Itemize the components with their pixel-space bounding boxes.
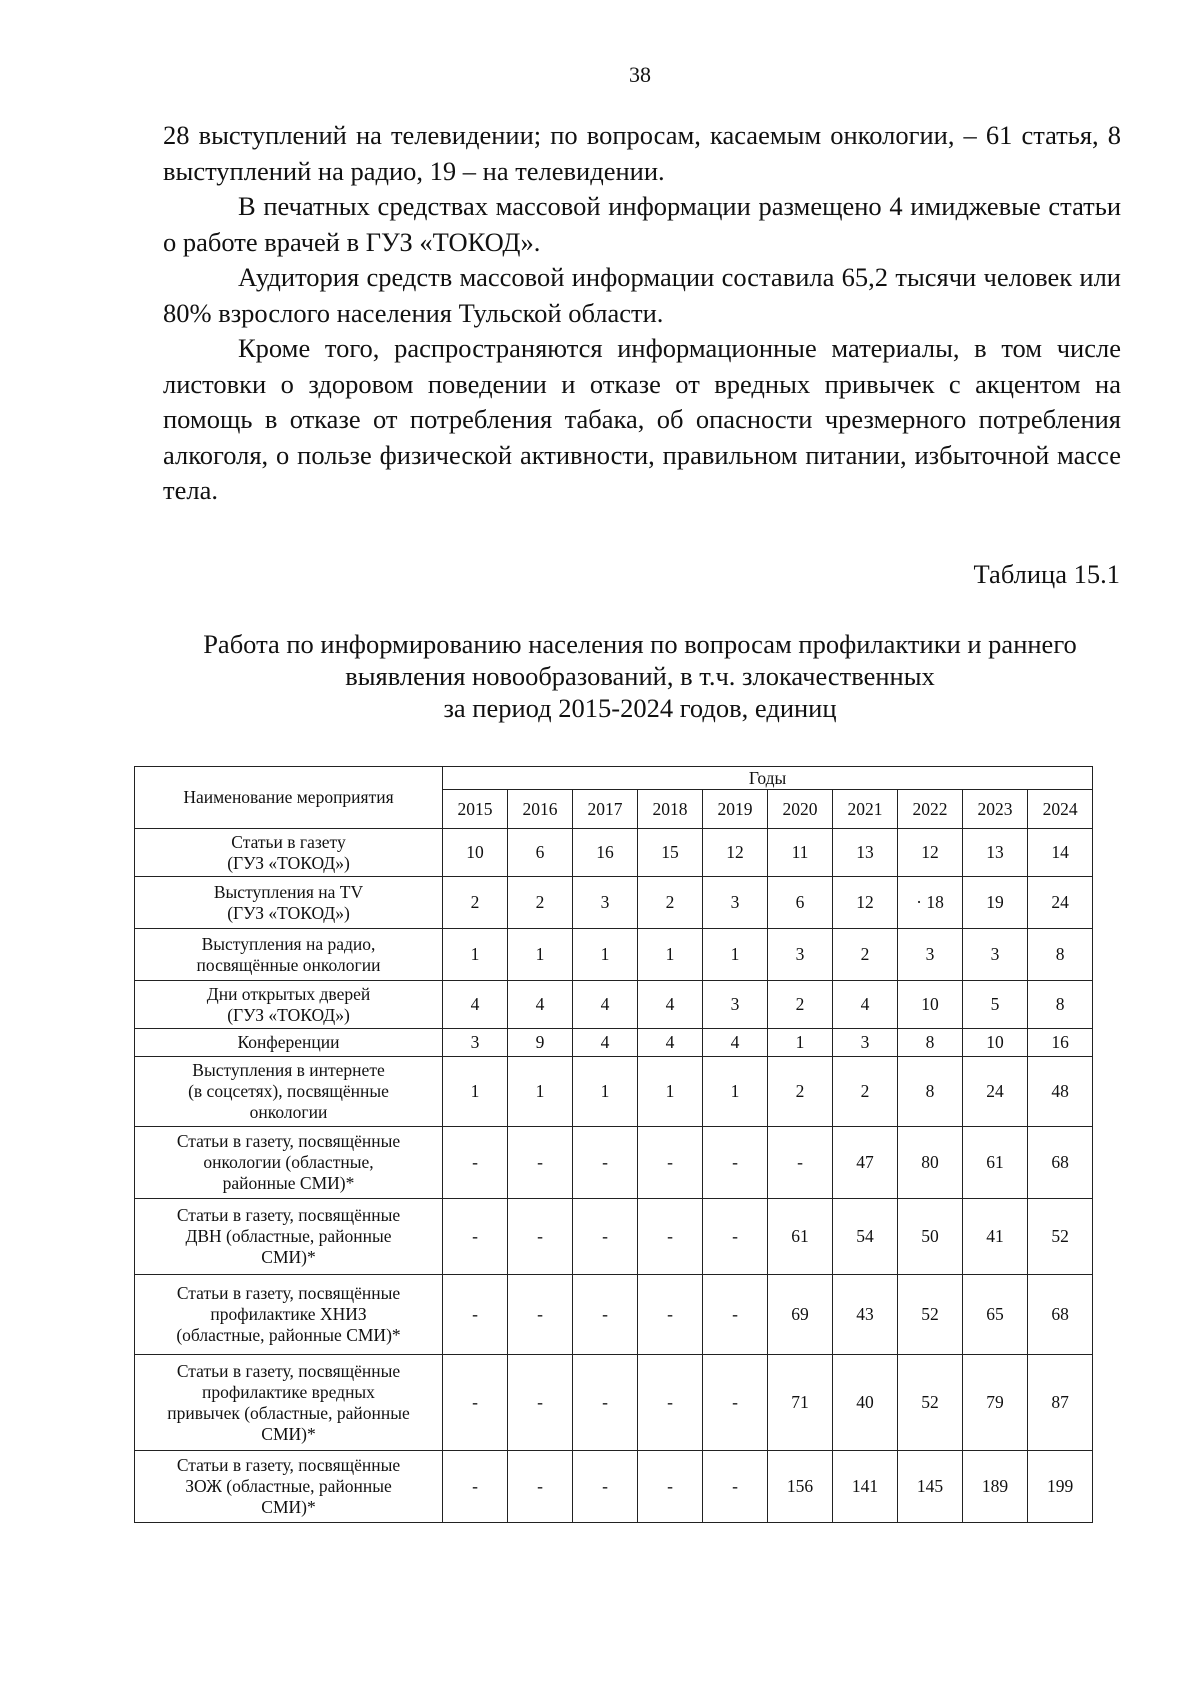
value-cell: 52 (1028, 1199, 1093, 1275)
value-cell: 79 (963, 1355, 1028, 1451)
value-cell: 156 (768, 1451, 833, 1523)
value-cell: 4 (703, 1029, 768, 1057)
value-cell: 19 (963, 877, 1028, 929)
table-row (135, 1451, 1093, 1523)
body-text (163, 118, 1121, 509)
value-cell: 1 (508, 929, 573, 981)
event-name-line: онкологии (областные, (203, 1152, 374, 1172)
value-cell: 80 (898, 1127, 963, 1199)
event-name-line: профилактике вредных (202, 1381, 375, 1402)
value-cell: 1 (573, 929, 638, 981)
value-cell: 6 (768, 877, 833, 929)
event-name-cell (135, 1451, 443, 1523)
value-cell: - (703, 1199, 768, 1275)
value-cell: - (443, 1127, 508, 1199)
event-name-line: ЗОЖ (областные, районные (185, 1476, 392, 1496)
header-year: 2017 (573, 790, 638, 829)
value-cell: - (443, 1275, 508, 1355)
paragraph: 28 выступлений на телевидении; по вопросам, касаемым онкологии, – 61 статья, 8 выступлений на радио, 19 – на телевидении. (163, 120, 1121, 186)
value-cell: 3 (768, 929, 833, 981)
header-year: 2021 (833, 790, 898, 829)
value-cell: - (508, 1127, 573, 1199)
value-cell: 2 (768, 981, 833, 1029)
event-name-cell (135, 1057, 443, 1127)
event-name-cell (135, 1199, 443, 1275)
table-row (135, 981, 1093, 1029)
event-name-cell (135, 981, 443, 1029)
value-cell: 12 (703, 829, 768, 877)
value-cell: 8 (1028, 929, 1093, 981)
value-cell: 13 (833, 829, 898, 877)
value-cell: 2 (638, 877, 703, 929)
value-cell: 40 (833, 1355, 898, 1451)
value-cell: 4 (443, 981, 508, 1029)
table-row (135, 1355, 1093, 1451)
event-name-line: Статьи в газету, посвящённые (176, 1455, 401, 1475)
value-cell: - (443, 1451, 508, 1523)
header-year: 2016 (508, 790, 573, 829)
event-name-line: профилактике ХНИЗ (210, 1304, 367, 1324)
value-cell: 3 (963, 929, 1028, 981)
event-name-line: (в соцсетях), посвящённые (188, 1081, 389, 1101)
event-name-line: Выступления на TV (213, 881, 364, 902)
event-name-line: Выступления в интернете (192, 1060, 385, 1080)
value-cell: 61 (768, 1199, 833, 1275)
value-cell: - (638, 1355, 703, 1451)
event-name-cell (135, 829, 443, 877)
value-cell: 2 (508, 877, 573, 929)
value-cell: 3 (898, 929, 963, 981)
table-title (140, 628, 1140, 724)
value-cell: - (573, 1199, 638, 1275)
value-cell: 10 (898, 981, 963, 1029)
value-cell: 87 (1028, 1355, 1093, 1451)
value-cell: - (573, 1127, 638, 1199)
value-cell: 2 (833, 929, 898, 981)
event-name-line: Статьи в газету, посвящённые (176, 1131, 401, 1151)
event-name-line: Выступления на радио, (201, 933, 376, 954)
value-cell: - (703, 1451, 768, 1523)
value-cell: 10 (443, 829, 508, 877)
value-cell: - (443, 1199, 508, 1275)
value-cell: 3 (703, 877, 768, 929)
value-cell: 8 (898, 1057, 963, 1127)
value-cell: 141 (833, 1451, 898, 1523)
value-cell: 1 (508, 1057, 573, 1127)
event-name-line: посвящённые онкологии (196, 954, 381, 975)
value-cell: 2 (768, 1057, 833, 1127)
event-name-line: Статьи в газету (231, 831, 346, 852)
value-cell: 6 (508, 829, 573, 877)
value-cell: 15 (638, 829, 703, 877)
event-name-line: привычек (областные, районные (167, 1402, 410, 1423)
value-cell: 24 (963, 1057, 1028, 1127)
value-cell: - (768, 1127, 833, 1199)
event-name-line: Дни открытых дверей (206, 983, 371, 1004)
table-row (135, 1275, 1093, 1355)
paragraph: Кроме того, распространяются информационные материалы, в том числе листовки о здоровом поведении и отказе от вредных привычек с акцентом на помощь в отказе от потребления табака, об опасности чрезмерного потребления алкоголя, о пользе физической активности, правильном питании, избыточной массе тела. (163, 333, 1121, 505)
value-cell: 145 (898, 1451, 963, 1523)
value-cell: 68 (1028, 1127, 1093, 1199)
table-row (135, 1199, 1093, 1275)
event-name-line: Статьи в газету, посвящённые (176, 1360, 401, 1381)
value-cell: 48 (1028, 1057, 1093, 1127)
event-name-line: онкологии (249, 1102, 328, 1122)
event-name-cell (135, 1127, 443, 1199)
value-cell: 68 (1028, 1275, 1093, 1355)
value-cell: 2 (833, 1057, 898, 1127)
event-name-line: (ГУЗ «ТОКОД») (227, 1004, 350, 1025)
header-year: 2023 (963, 790, 1028, 829)
value-cell: 71 (768, 1355, 833, 1451)
table-title-line: за период 2015-2024 годов, единиц (443, 693, 837, 723)
table-title-line: выявления новообразований, в т.ч. злокачественных (345, 661, 935, 691)
value-cell: - (703, 1127, 768, 1199)
value-cell: 41 (963, 1199, 1028, 1275)
value-cell: 12 (898, 829, 963, 877)
value-cell: - (508, 1451, 573, 1523)
value-cell: 12 (833, 877, 898, 929)
value-cell: 16 (1028, 1029, 1093, 1057)
value-cell: - (638, 1199, 703, 1275)
value-cell: 65 (963, 1275, 1028, 1355)
value-cell: 1 (768, 1029, 833, 1057)
value-cell: 4 (638, 1029, 703, 1057)
table-row (135, 829, 1093, 877)
event-name-line: СМИ)* (261, 1497, 316, 1517)
value-cell: 189 (963, 1451, 1028, 1523)
event-name-line: (ГУЗ «ТОКОД») (227, 852, 350, 873)
value-cell: - (573, 1275, 638, 1355)
event-name-cell (135, 1275, 443, 1355)
value-cell: - (573, 1355, 638, 1451)
value-cell: - (508, 1199, 573, 1275)
value-cell: 1 (573, 1057, 638, 1127)
value-cell: - (573, 1451, 638, 1523)
event-name-line: ДВН (областные, районные (185, 1226, 392, 1246)
header-event-name: Наименование мероприятия (135, 767, 443, 829)
header-year: 2020 (768, 790, 833, 829)
event-name-line: районные СМИ)* (222, 1173, 355, 1193)
value-cell: - (703, 1355, 768, 1451)
value-cell: 50 (898, 1199, 963, 1275)
value-cell: 3 (703, 981, 768, 1029)
event-name-cell (135, 1355, 443, 1451)
value-cell: 2 (443, 877, 508, 929)
value-cell: 52 (898, 1355, 963, 1451)
value-cell: 10 (963, 1029, 1028, 1057)
value-cell: 4 (508, 981, 573, 1029)
event-name-line: Статьи в газету, посвящённые (176, 1205, 401, 1225)
value-cell: 4 (573, 981, 638, 1029)
value-cell: - (638, 1127, 703, 1199)
value-cell: 61 (963, 1127, 1028, 1199)
value-cell: 1 (703, 929, 768, 981)
value-cell: 43 (833, 1275, 898, 1355)
event-name-line: (областные, районные СМИ)* (176, 1325, 401, 1345)
value-cell: 47 (833, 1127, 898, 1199)
value-cell: 11 (768, 829, 833, 877)
value-cell: 4 (833, 981, 898, 1029)
table-row (135, 877, 1093, 929)
value-cell: 5 (963, 981, 1028, 1029)
table-title-line: Работа по информированию населения по вопросам профилактики и раннего (203, 629, 1077, 659)
value-cell: 9 (508, 1029, 573, 1057)
value-cell: - (443, 1355, 508, 1451)
event-name-line: (ГУЗ «ТОКОД») (227, 902, 350, 923)
header-year: 2018 (638, 790, 703, 829)
header-year: 2022 (898, 790, 963, 829)
table-row (135, 1029, 1093, 1057)
table-label: Таблица 15.1 (973, 559, 1120, 589)
event-name-line: СМИ)* (261, 1247, 316, 1267)
header-year: 2015 (443, 790, 508, 829)
value-cell: 8 (898, 1029, 963, 1057)
value-cell: 3 (573, 877, 638, 929)
value-cell: 24 (1028, 877, 1093, 929)
paragraph: Аудитория средств массовой информации составила 65,2 тысячи человек или 80% взрослого населения Тульской области. (163, 262, 1121, 328)
header-year: 2019 (703, 790, 768, 829)
value-cell: 199 (1028, 1451, 1093, 1523)
value-cell: · 18 (898, 877, 963, 929)
value-cell: - (508, 1275, 573, 1355)
value-cell: 1 (703, 1057, 768, 1127)
table-row (135, 929, 1093, 981)
page-number: 38 (629, 62, 651, 87)
value-cell: 16 (573, 829, 638, 877)
value-cell: 8 (1028, 981, 1093, 1029)
value-cell: - (638, 1451, 703, 1523)
value-cell: 52 (898, 1275, 963, 1355)
value-cell: 3 (443, 1029, 508, 1057)
header-year: 2024 (1028, 790, 1093, 829)
event-name-line: Статьи в газету, посвящённые (176, 1283, 401, 1303)
value-cell: 4 (638, 981, 703, 1029)
event-name-cell (135, 1029, 443, 1057)
event-name-line: СМИ)* (261, 1423, 316, 1444)
event-name-cell (135, 877, 443, 929)
value-cell: 13 (963, 829, 1028, 877)
value-cell: 4 (573, 1029, 638, 1057)
event-name-cell (135, 929, 443, 981)
value-cell: 54 (833, 1199, 898, 1275)
value-cell: - (638, 1275, 703, 1355)
value-cell: - (508, 1355, 573, 1451)
value-cell: 1 (638, 929, 703, 981)
header-years-group: Годы (443, 767, 1093, 790)
paragraph: В печатных средствах массовой информации размещено 4 имиджевые статьи о работе врачей в ГУЗ «ТОКОД». (163, 191, 1121, 257)
event-name-line: Конференции (237, 1032, 340, 1052)
value-cell: 3 (833, 1029, 898, 1057)
value-cell: 69 (768, 1275, 833, 1355)
value-cell: 1 (443, 929, 508, 981)
value-cell: 1 (638, 1057, 703, 1127)
table-row (135, 1127, 1093, 1199)
table-row (135, 1057, 1093, 1127)
value-cell: - (703, 1275, 768, 1355)
value-cell: 1 (443, 1057, 508, 1127)
events-table (134, 766, 1093, 1523)
value-cell: 14 (1028, 829, 1093, 877)
